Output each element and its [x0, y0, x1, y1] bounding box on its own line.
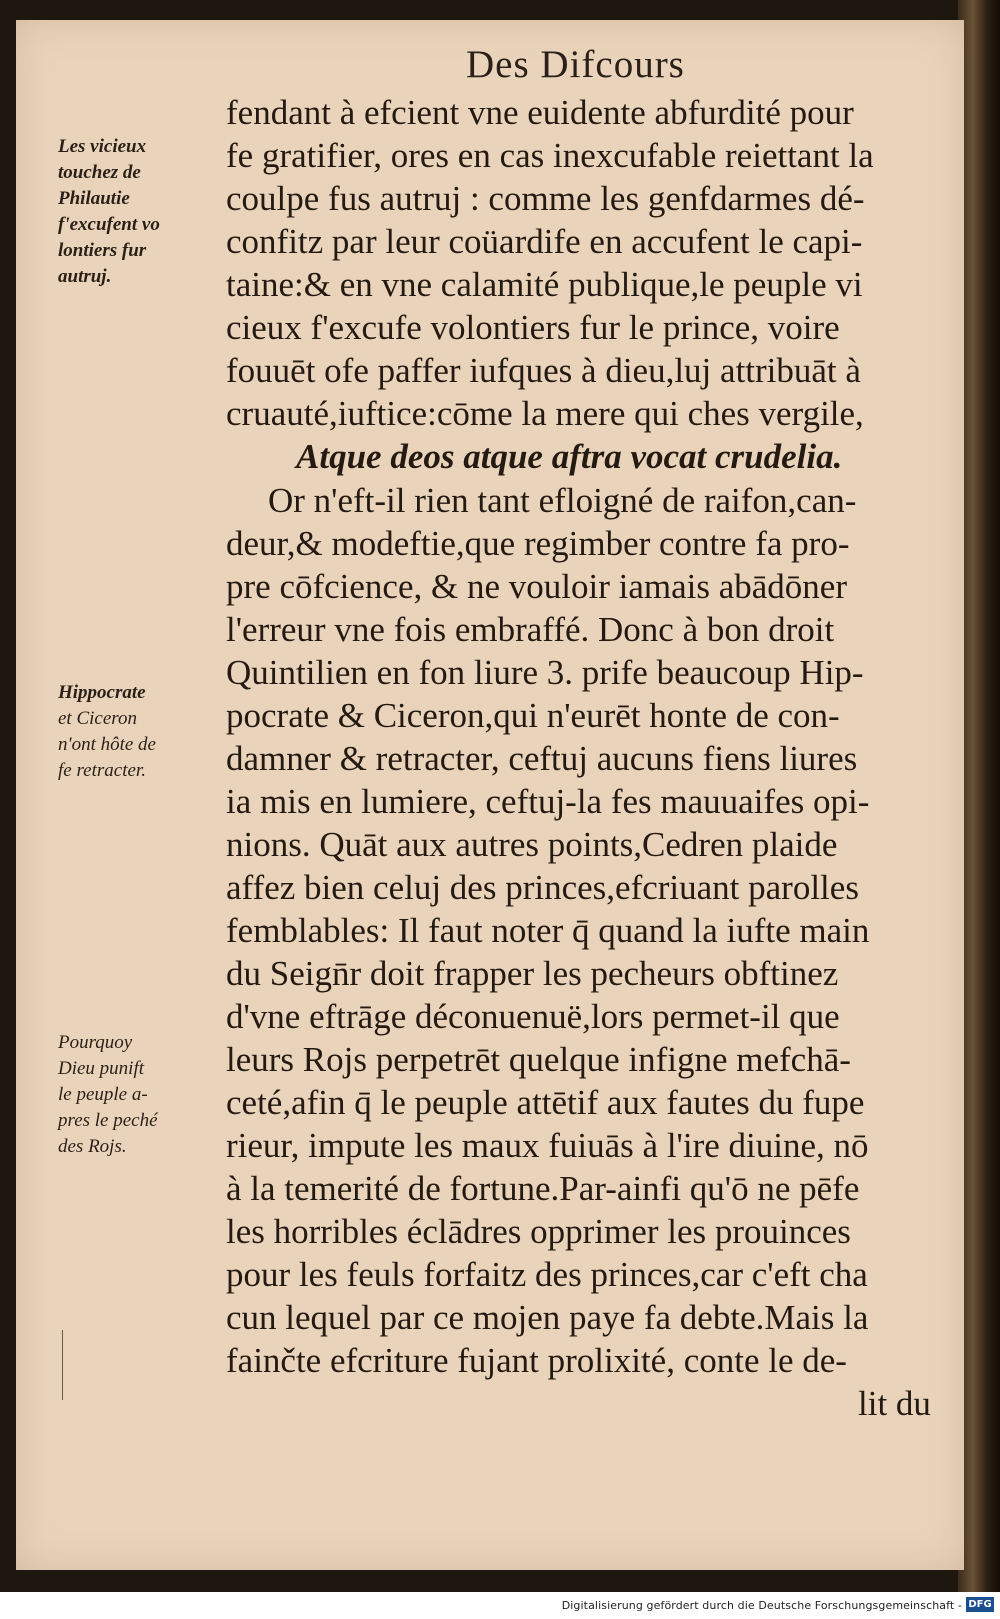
text-line: pre cōfcience, & ne vouloir iamais abādōner [226, 567, 847, 606]
text-line: les horribles éclādres opprimer les prouinces [226, 1212, 851, 1251]
text-line: fainčte efcriture fujant prolixité, conte le de- [226, 1341, 847, 1380]
margin-note-line: f'excufent vo [58, 214, 160, 235]
latin-quote-line: Atque deos atque aftra vocat crudelia. [296, 437, 843, 476]
dfg-logo: DFG [966, 1597, 994, 1612]
text-line: nions. Quāt aux autres points,Cedren plaide [226, 825, 838, 864]
margin-note-line: Les vicieux [58, 136, 147, 157]
text-line: pour les feuls forfaitz des princes,car c'eft cha [226, 1255, 868, 1294]
text-line: cruauté,iuftice:cōme la mere qui ches vergile, [226, 394, 864, 433]
text-line: pocrate & Ciceron,qui n'eurēt honte de con- [226, 696, 840, 735]
text-line: fouuēt ofe paffer iufques à dieu,luj attribuāt à [226, 351, 861, 390]
catchword: lit du [858, 1384, 931, 1423]
text-line: confitz par leur coüardife en accufent le capi- [226, 222, 863, 261]
text-line: à la temerité de fortune.Par-ainfi qu'ō ne pēfe [226, 1169, 860, 1208]
text-line: du Seign̄r doit frapper les pecheurs obftinez [226, 954, 839, 993]
footer-credit: Digitalisierung gefördert durch die Deutsche Forschungsgemeinschaft - [561, 1599, 962, 1612]
text-line: cieux f'excufe volontiers fur le prince, voire [226, 308, 840, 347]
text-line: damner & retracter, ceftuj aucuns fiens liures [226, 739, 858, 778]
margin-note-hippocrate [58, 680, 218, 784]
text-line: ia mis en lumiere, ceftuj-la fes mauuaifes opi- [226, 782, 870, 821]
margin-note-line: Hippocrate [58, 682, 146, 703]
book-edge [958, 0, 1000, 1592]
text-line: Quintilien en fon liure 3. prife beaucoup Hip- [226, 653, 864, 692]
text-line: rieur, impute les maux fuiuās à l'ire diuine, nō [226, 1126, 869, 1165]
running-header: Des Difcours [466, 43, 685, 86]
text-line: cun lequel par ce mojen paye fa debte.Mais la [226, 1298, 869, 1337]
margin-note-line: pres le peché [58, 1110, 158, 1131]
text-line: d'vne eftrāge déconuenuë,lors permet-il que [226, 997, 840, 1036]
text-line: Or n'eft-il rien tant efloigné de raifon,can- [268, 481, 857, 520]
margin-note-line: Philautie [58, 188, 130, 209]
text-line: leurs Rojs perpetrēt quelque infigne mefchā- [226, 1040, 851, 1079]
margin-note-pourquoy [58, 1030, 218, 1160]
margin-note-philautie [58, 134, 218, 290]
margin-note-line: Dieu punift [58, 1058, 145, 1079]
text-line: ceté,afin q̄ le peuple attētif aux fautes du fupe [226, 1083, 865, 1122]
page-mark [62, 1330, 63, 1400]
text-line: femblables: Il faut noter q̄ quand la iufte main [226, 911, 870, 950]
margin-note-line: lontiers fur [58, 240, 147, 261]
footer-bar [0, 1592, 1000, 1619]
margin-note-line: des Rojs. [58, 1136, 127, 1157]
text-line: taine:& en vne calamité publique,le peuple vi [226, 265, 863, 304]
margin-note-line: et Ciceron [58, 708, 137, 729]
text-line: coulpe fus autruj : comme les genfdarmes dé- [226, 179, 865, 218]
text-line: affez bien celuj des princes,efcriuant parolles [226, 868, 859, 907]
margin-note-line: le peuple a- [58, 1084, 148, 1105]
margin-note-line: autruj. [58, 266, 112, 287]
margin-note-line: Pourquoy [58, 1032, 133, 1053]
text-line: l'erreur vne fois embraffé. Donc à bon droit [226, 610, 835, 649]
text-line: fendant à efcient vne euidente abfurdité pour [226, 93, 854, 132]
margin-note-line: touchez de [58, 162, 141, 183]
margin-note-line: n'ont hôte de [58, 734, 156, 755]
margin-note-line: fe retracter. [58, 760, 146, 781]
text-line: fe gratifier, ores en cas inexcufable reiettant la [226, 136, 874, 175]
text-line: deur,& modeftie,que regimber contre fa pro- [226, 524, 850, 563]
